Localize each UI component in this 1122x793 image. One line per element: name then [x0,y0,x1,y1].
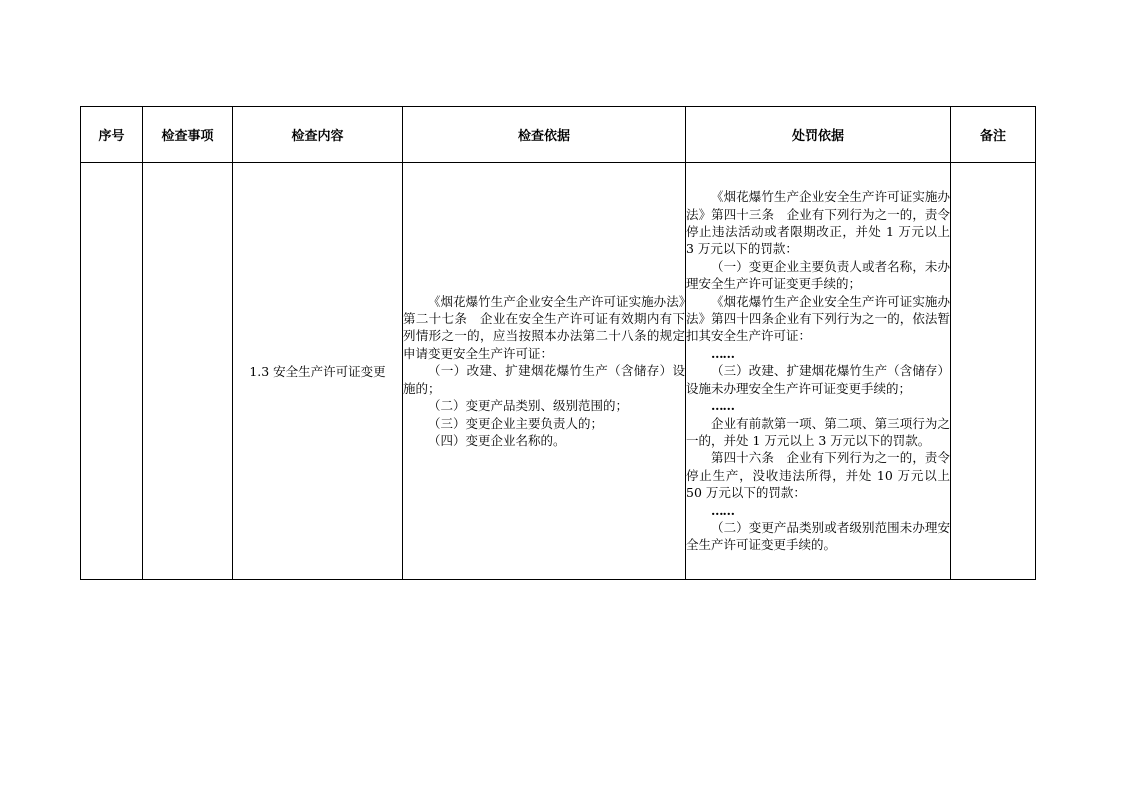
penalty-paragraph: （一）变更企业主要负责人或者名称，未办理安全生产许可证变更手续的； [686,258,950,292]
penalty-paragraph: 《烟花爆竹生产企业安全生产许可证实施办法》第四十四条企业有下列行为之一的，依法暂扣其安全生产许可证： [686,293,950,344]
cell-penalty [686,163,951,580]
header-matter: 检查事项 [143,107,233,163]
cell-content: 1.3 安全生产许可证变更 [233,163,403,580]
penalty-paragraph: （二）变更产品类别或者级别范围未办理安全生产许可证变更手续的。 [686,519,950,553]
table-row [81,163,1036,580]
header-penalty: 处罚依据 [686,107,951,163]
cell-seq [81,163,143,580]
cell-matter [143,163,233,580]
penalty-paragraph: 企业有前款第一项、第二项、第三项行为之一的，并处 1 万元以上 3 万元以下的罚款。 [686,415,950,448]
header-basis: 检查依据 [403,107,686,163]
basis-paragraph: （二）变更产品类别、级别范围的； [428,398,629,414]
penalty-paragraph: 《烟花爆竹生产企业安全生产许可证实施办法》第四十三条 企业有下列行为之一的，责令停止违法活动或者限期改正，并处 1 万元以上 3 万元以下的罚款： [686,189,950,257]
penalty-ellipsis: …… [711,502,734,518]
basis-paragraph: 《烟花爆竹生产企业安全生产许可证实施办法》第二十七条 企业在安全生产许可证有效期内有下列情形之一的，应当按照本办法第二十八条的规定申请变更安全生产许可证： [403,293,685,361]
basis-paragraph: （四）变更企业名称的。 [428,432,566,448]
header-row [81,107,1036,163]
header-seq: 序号 [81,107,143,163]
header-remark: 备注 [951,107,1036,163]
cell-basis [403,163,686,580]
cell-remark [951,163,1036,580]
header-content: 检查内容 [233,107,403,163]
basis-paragraph: （三）变更企业主要负责人的； [428,415,604,431]
penalty-paragraph: （三）改建、扩建烟花爆竹生产（含储存）设施未办理安全生产许可证变更手续的； [686,363,950,396]
inspection-table [80,106,1036,580]
penalty-ellipsis: …… [711,398,734,414]
basis-paragraph: （一）改建、扩建烟花爆竹生产（含储存）设施的； [403,363,685,396]
penalty-paragraph: 第四十六条 企业有下列行为之一的，责令停止生产，没收违法所得，并处 10 万元以上 50 万元以下的罚款： [686,450,950,501]
penalty-ellipsis: …… [711,345,734,361]
